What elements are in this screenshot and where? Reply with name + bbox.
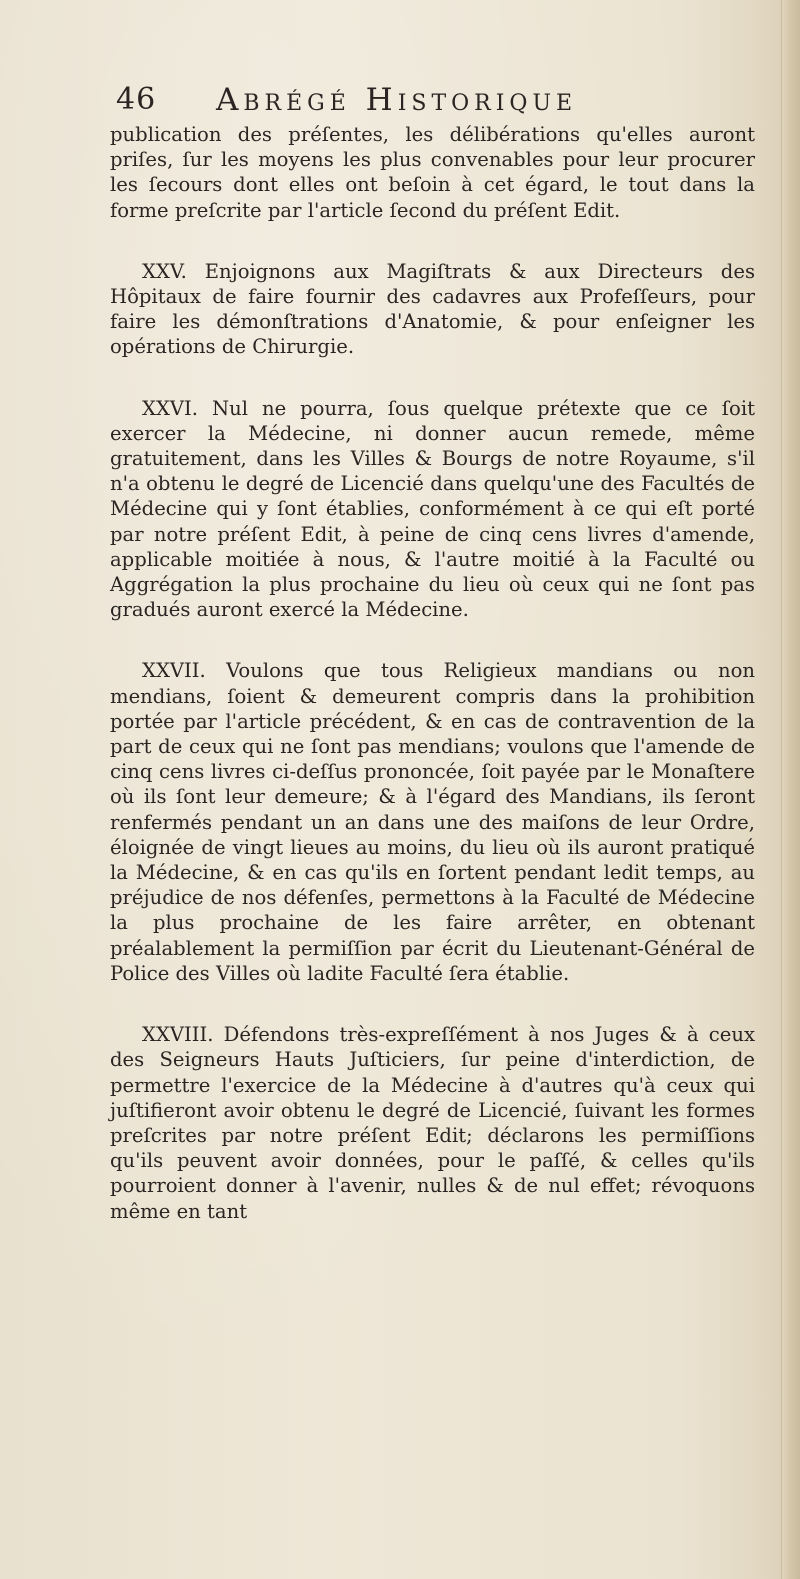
page-header <box>116 80 696 120</box>
page-edge <box>781 0 800 1579</box>
article-xxvi: XXVI. Nul ne pourra, ſous quelque prétexte que ce ſoit exercer la Médecine, ni donner aucun remede, même gratuitement, dans les Villes & Bourgs de notre Royaume, s'il n'a obtenu le degré de Licencié dans quelqu'une des Facultés de Médecine qui y ſont établies, conformément à ce qui eſt porté par notre préſent Edit, à peine de cinq cens livres d'amende, applicable moitiée à nous, & l'autre moitié à la Faculté ou Aggrégation la plus prochaine du lieu où ceux qui ne ſont pas gradués auront exercé la Médecine. <box>110 396 755 622</box>
running-title: Abrégé Historique <box>216 82 578 118</box>
page-number: 46 <box>116 82 157 117</box>
article-xxvii: XXVII. Voulons que tous Religieux mandians ou non mendians, ſoient & demeurent compris dans la prohibition portée par l'article précédent, & en cas de contravention de la part de ceux qui ne ſont pas mendians; voulons que l'amende de cinq cens livres ci-deſſus prononcée, ſoit payée par le Monaſtere où ils ſont leur demeure; & à l'égard des Mandians, ils ſeront renfermés pendant un an dans une des maiſons de leur Ordre, éloignée de vingt lieues au moins, du lieu où ils auront pratiqué la Médecine, & en cas qu'ils en ſortent pendant ledit temps, au préjudice de nos défenſes, permettons à la Faculté de Médecine la plus prochaine de les faire arrêter, en obtenant préalablement la permiſſion par écrit du Lieutenant-Général de Police des Villes où ladite Faculté ſera établie. <box>110 659 755 985</box>
body-text <box>110 122 755 1224</box>
paragraph-continuation: publication des préſentes, les délibérations qu'elles auront priſes, ſur les moyens les plus convenables pour leur procurer les ſecours dont elles ont beſoin à cet égard, le tout dans la forme preſcrite par l'article ſecond du préſent Edit. <box>110 123 755 222</box>
article-xxv: XXV. Enjoignons aux Magiſtrats & aux Directeurs des Hôpitaux de faire fournir des cadavres aux Profeſſeurs, pour faire les démonſtrations d'Anatomie, & pour enſeigner les opérations de Chirurgie. <box>110 259 755 359</box>
article-xxviii: XXVIII. Défendons très-expreſſément à nos Juges & à ceux des Seigneurs Hauts Juſticiers, ſur peine d'interdiction, de permettre l'exercice de la Médecine à d'autres qu'à ceux qui juſtifieront avoir obtenu le degré de Licencié, ſuivant les formes preſcrites par notre préſent Edit; déclarons les permiſſions qu'ils peuvent avoir données, pour le paſſé, & celles qu'ils pourroient donner à l'avenir, nulles & de nul effet; révoquons même en tant <box>110 1023 755 1223</box>
